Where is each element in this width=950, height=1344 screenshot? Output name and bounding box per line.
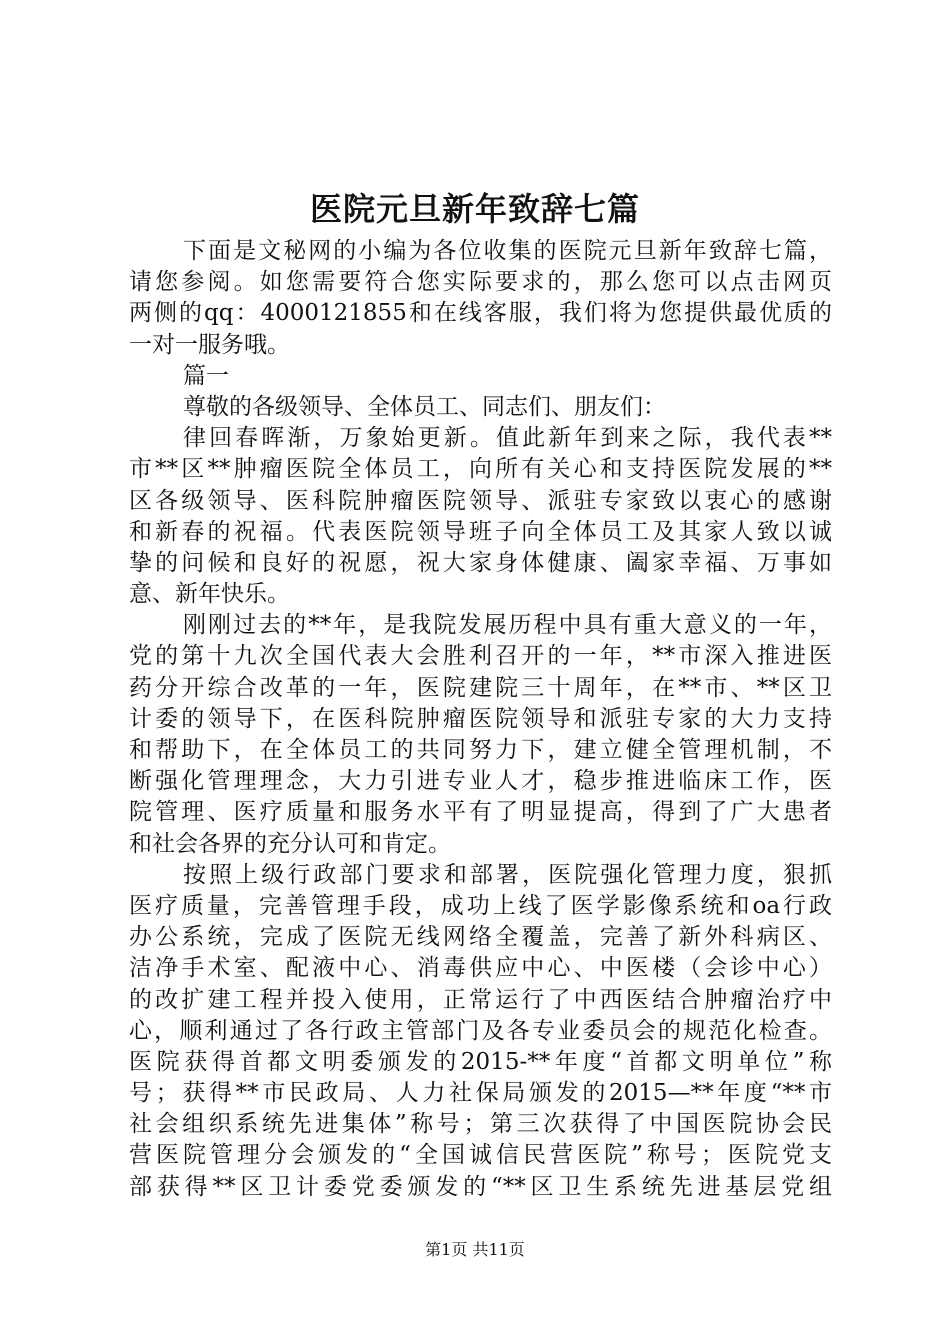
text-line: 医院获得首都文明委颁发的2015-**年度“首都文明单位”称 — [129, 1048, 832, 1075]
text-line: 两侧的qq：4000121855和在线客服，我们将为您提供最优质的 — [129, 300, 832, 327]
text-line: 尊敬的各级领导、全体员工、同志们、朋友们： — [183, 393, 666, 420]
text-line: 按照上级行政部门要求和部署，医院强化管理力度，狠抓 — [183, 861, 832, 888]
text-line: 药分开综合改革的一年，医院建院三十周年，在**市、**区卫 — [129, 674, 832, 701]
text-line: 断强化管理理念，大力引进专业人才，稳步推进临床工作，医 — [129, 768, 832, 795]
text-line: 院管理、医疗质量和服务水平有了明显提高，得到了广大患者 — [129, 799, 832, 826]
text-line: 部获得**区卫计委党委颁发的“**区卫生系统先进基层党组 — [129, 1173, 832, 1200]
text-line: 一对一服务哦。 — [129, 331, 290, 358]
text-line: 社会组织系统先进集体”称号；第三次获得了中国医院协会民 — [129, 1111, 832, 1138]
text-line: 洁净手术室、配液中心、消毒供应中心、中医楼（会诊中心） — [129, 955, 832, 982]
text-line: 计委的领导下，在医科院肿瘤医院领导和派驻专家的大力支持 — [129, 705, 832, 732]
text-line: 篇一 — [183, 362, 229, 389]
text-line: 党的第十九次全国代表大会胜利召开的一年，**市深入推进医 — [129, 643, 832, 670]
document-title: 医院元旦新年致辞七篇 — [309, 190, 640, 228]
text-line: 心，顺利通过了各行政主管部门及各专业委员会的规范化检查。 — [129, 1017, 832, 1044]
text-line: 办公系统，完成了医院无线网络全覆盖，完善了新外科病区、 — [129, 924, 832, 951]
page-footer: 第1页 共11页 — [425, 1240, 525, 1259]
text-line: 营医院管理分会颁发的“全国诚信民营医院”称号；医院党支 — [129, 1142, 832, 1169]
text-line: 市**区**肿瘤医院全体员工，向所有关心和支持医院发展的** — [129, 456, 832, 483]
document-body — [129, 236, 832, 1203]
text-line: 的改扩建工程并投入使用，正常运行了中西医结合肿瘤治疗中 — [129, 986, 832, 1013]
text-line: 和帮助下，在全体员工的共同努力下，建立健全管理机制，不 — [129, 737, 832, 763]
text-line: 医疗质量，完善管理手段，成功上线了医学影像系统和oa行政 — [129, 892, 832, 919]
text-line: 意、新年快乐。 — [129, 581, 290, 608]
text-line: 挚的问候和良好的祝愿，祝大家身体健康、阖家幸福、万事如 — [129, 549, 832, 576]
text-line: 律回春晖渐，万象始更新。值此新年到来之际，我代表** — [183, 425, 832, 452]
text-line: 请您参阅。如您需要符合您实际要求的，那么您可以点击网页 — [129, 269, 832, 296]
text-line: 下面是文秘网的小编为各位收集的医院元旦新年致辞七篇， — [183, 238, 832, 264]
text-line: 和新春的祝福。代表医院领导班子向全体员工及其家人致以诚 — [129, 518, 832, 545]
text-line: 号；获得**市民政局、人力社保局颁发的2015—**年度“**市 — [129, 1080, 832, 1107]
text-line: 刚刚过去的**年，是我院发展历程中具有重大意义的一年， — [183, 612, 832, 639]
text-line: 区各级领导、医科院肿瘤医院领导、派驻专家致以衷心的感谢 — [129, 487, 832, 514]
text-line: 和社会各界的充分认可和肯定。 — [129, 830, 451, 857]
